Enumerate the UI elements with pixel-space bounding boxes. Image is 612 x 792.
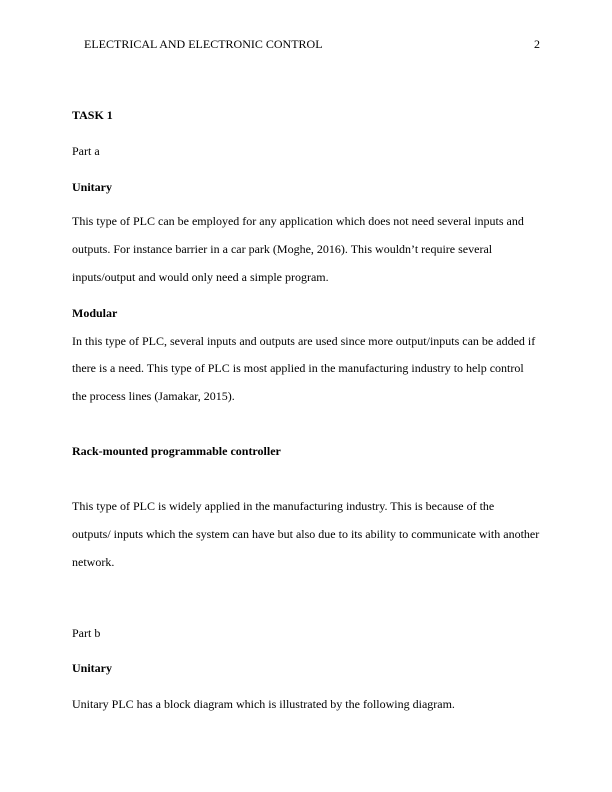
paragraph-line: outputs/ inputs which the system can have but also due to its ability to communicate with another — [72, 527, 540, 541]
paragraph-line: there is a need. This type of PLC is most applied in the manufacturing industry to help control — [72, 361, 524, 375]
page-number: 2 — [534, 37, 540, 51]
running-head: ELECTRICAL AND ELECTRONIC CONTROL — [84, 37, 323, 51]
paragraph-line: Unitary PLC has a block diagram which is illustrated by the following diagram. — [72, 697, 455, 711]
paragraph-line: the process lines (Jamakar, 2015). — [72, 389, 235, 403]
rack-heading: Rack-mounted programmable controller — [72, 444, 281, 458]
paragraph-line: This type of PLC can be employed for any application which does not need several inputs and — [72, 214, 524, 228]
part-b-label: Part b — [72, 626, 101, 640]
paragraph-line: network. — [72, 555, 115, 569]
paragraph-line: This type of PLC is widely applied in the manufacturing industry. This is because of the — [72, 499, 495, 513]
paragraph-line: outputs. For instance barrier in a car park (Moghe, 2016). This wouldn’t require several — [72, 242, 493, 256]
unitary-heading: Unitary — [72, 180, 112, 194]
unitary-b-heading: Unitary — [72, 661, 112, 675]
paragraph-line: inputs/output and would only need a simple program. — [72, 270, 329, 284]
paragraph-line: In this type of PLC, several inputs and outputs are used since more output/inputs can be added if — [72, 334, 536, 348]
modular-heading: Modular — [72, 306, 118, 320]
task-heading: TASK 1 — [72, 108, 113, 122]
part-a-label: Part a — [72, 144, 100, 158]
